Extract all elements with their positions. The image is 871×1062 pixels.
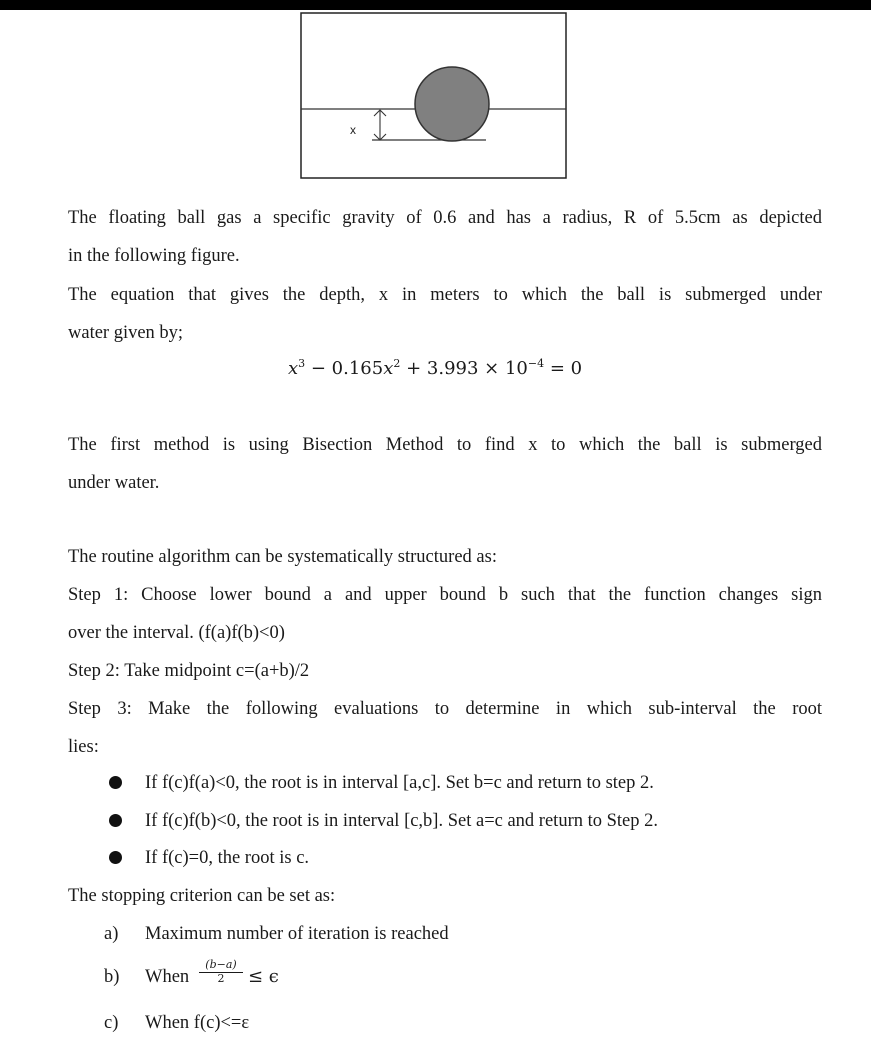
criterion-b-letter: b) bbox=[104, 967, 120, 987]
eq-var-1: x bbox=[288, 358, 299, 379]
intro-line-1: The floating ball gas a specific gravity of 0.6 and has a radius, R of 5.5cm as depicted bbox=[68, 208, 822, 228]
step2: Step 2: Take midpoint c=(a+b)/2 bbox=[68, 661, 310, 681]
algorithm-intro: The routine algorithm can be systematically structured as: bbox=[68, 547, 497, 567]
depth-x-label: x bbox=[350, 123, 356, 137]
ball bbox=[415, 67, 489, 141]
eq-exp-2: 2 bbox=[393, 357, 401, 370]
criterion-a-letter: a) bbox=[104, 924, 119, 944]
step1-line-2: over the interval. (f(a)f(b)<0) bbox=[68, 623, 285, 643]
bullet-icon bbox=[109, 814, 122, 827]
intro-line-2: in the following figure. bbox=[68, 246, 240, 266]
bullet-item-3: If f(c)=0, the root is c. bbox=[145, 848, 310, 868]
method-line-1: The first method is using Bisection Method to find x to which the ball is submerged bbox=[68, 435, 822, 455]
top-black-bar bbox=[0, 0, 871, 10]
criterion-c-letter: c) bbox=[104, 1013, 119, 1033]
criterion-b-text: When bbox=[145, 967, 190, 987]
bullet-item-2: If f(c)f(b)<0, the root is in interval [c,b]. Set a=c and return to Step 2. bbox=[145, 811, 659, 831]
eq-var-2: x bbox=[383, 358, 394, 379]
bullet-icon bbox=[109, 776, 122, 789]
eq-coef: − 0.165 bbox=[305, 358, 384, 379]
cubic-equation bbox=[288, 357, 582, 379]
step1-line-1: Step 1: Choose lower bound a and upper bound b such that the function changes sign bbox=[68, 585, 822, 605]
intro-line-3: The equation that gives the depth, x in meters to which the ball is submerged under bbox=[68, 285, 822, 305]
intro-line-4: water given by; bbox=[68, 323, 184, 343]
bullet-item-1: If f(c)f(a)<0, the root is in interval [a,c]. Set b=c and return to step 2. bbox=[145, 773, 654, 793]
step3-line-2: lies: bbox=[68, 737, 99, 757]
step3-line-1: Step 3: Make the following evaluations to determine in which sub-interval the root bbox=[68, 699, 822, 719]
fraction-numerator: (b−a) bbox=[199, 959, 243, 973]
criterion-b-le-epsilon: ≤ ϵ bbox=[248, 966, 279, 987]
stopping-intro: The stopping criterion can be set as: bbox=[68, 886, 336, 906]
method-line-2: under water. bbox=[68, 473, 160, 493]
eq-exp-3: 3 bbox=[298, 357, 306, 370]
floating-ball-figure bbox=[300, 12, 570, 182]
fraction-denominator: 2 bbox=[217, 972, 225, 985]
criterion-a-text: Maximum number of iteration is reached bbox=[145, 924, 449, 944]
bullet-icon bbox=[109, 851, 122, 864]
eq-equals: = 0 bbox=[544, 358, 583, 379]
criterion-b-fraction bbox=[199, 959, 243, 985]
criterion-c-text: When f(c)<=ɛ bbox=[145, 1013, 250, 1033]
eq-const: + 3.993 × 10 bbox=[400, 358, 528, 379]
eq-exp-neg4: −4 bbox=[527, 357, 545, 370]
